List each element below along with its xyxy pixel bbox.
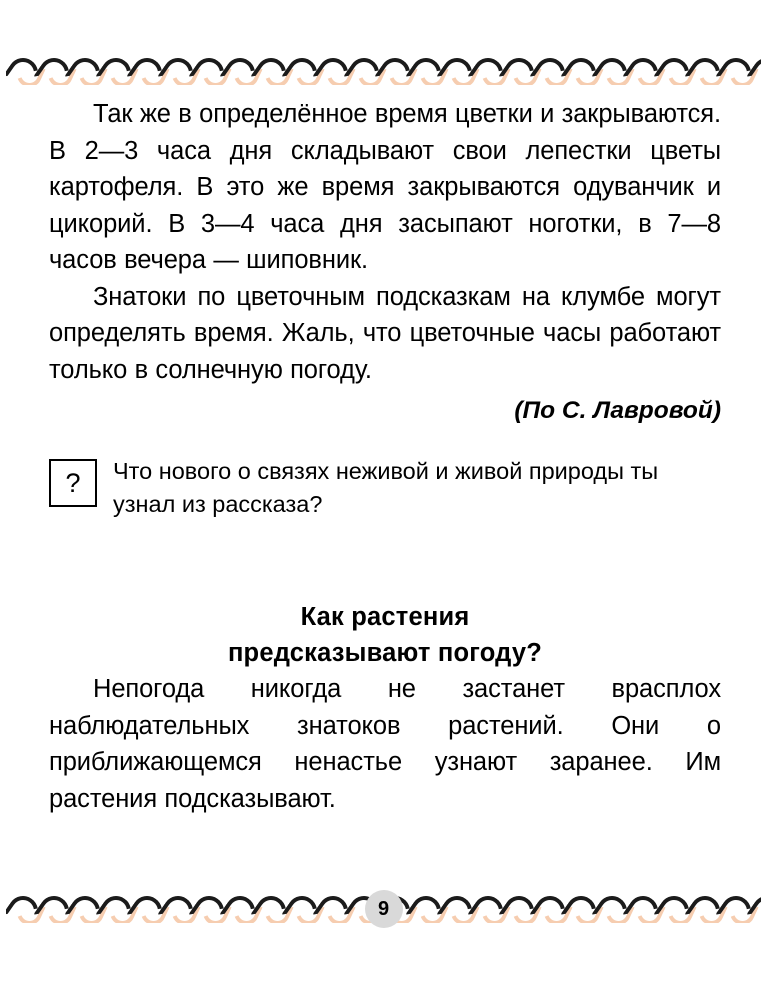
question-mark-icon: ? <box>49 459 97 507</box>
braid-motif-icon <box>347 55 378 85</box>
question-block <box>49 455 721 521</box>
section-heading-line-2: предсказывают погоду? <box>227 639 543 667</box>
top-decorative-border <box>6 55 761 85</box>
braid-motif-icon <box>378 55 409 85</box>
page-number-badge: 9 <box>365 890 403 928</box>
question-text: Что нового о связях неживой и живой природы ты узнал из рассказа? <box>113 458 659 517</box>
braid-motif-icon <box>688 893 719 923</box>
braid-motif-icon <box>285 893 316 923</box>
braid-motif-icon <box>37 55 68 85</box>
braid-motif-icon <box>471 893 502 923</box>
braid-motif-icon <box>68 55 99 85</box>
paragraph-2: Знатоки по цветочным подсказкам на клумбе могут определять время. Жаль, что цветочные часы работают только в солнечную погоду. <box>49 282 721 384</box>
braid-motif-icon <box>6 55 37 85</box>
braid-motif-icon <box>316 893 347 923</box>
page-content <box>49 96 721 817</box>
braid-motif-icon <box>750 55 761 85</box>
braid-motif-icon <box>564 55 595 85</box>
braid-motif-icon <box>502 55 533 85</box>
braid-motif-icon <box>440 893 471 923</box>
braid-motif-icon <box>409 55 440 85</box>
braid-motif-icon <box>130 893 161 923</box>
braid-motif-icon <box>130 55 161 85</box>
section-heading <box>49 599 721 671</box>
braid-motif-icon <box>440 55 471 85</box>
braid-motif-icon <box>533 893 564 923</box>
braid-motif-icon <box>161 55 192 85</box>
braid-motif-icon <box>37 893 68 923</box>
paragraph-1: Так же в определённое время цветки и закрываются. В 2—3 часа дня складывают свои лепестки цветы картофеля. В это же время закрываются одуванчик и цикорий. В 3—4 часа дня засыпают ноготки, в 7—8 часов вечера — шиповник. <box>49 100 722 274</box>
braid-motif-icon <box>68 893 99 923</box>
braid-motif-icon <box>409 893 440 923</box>
braid-motif-icon <box>688 55 719 85</box>
attribution-line: (По С. Лавровой) <box>514 397 721 424</box>
braid-motif-icon <box>254 55 285 85</box>
braid-motif-icon <box>99 55 130 85</box>
braid-motif-icon <box>719 55 750 85</box>
braid-motif-icon <box>161 893 192 923</box>
braid-motif-icon <box>657 55 688 85</box>
braid-motif-icon <box>533 55 564 85</box>
braid-motif-icon <box>6 893 37 923</box>
braid-motif-icon <box>750 893 761 923</box>
braid-motif-icon <box>223 893 254 923</box>
braid-motif-icon <box>719 893 750 923</box>
braid-motif-icon <box>564 893 595 923</box>
braid-motif-icon <box>285 55 316 85</box>
braid-motif-icon <box>223 55 254 85</box>
braid-motif-icon <box>254 893 285 923</box>
braid-motif-icon <box>502 893 533 923</box>
section-heading-line-1: Как растения <box>300 603 470 631</box>
braid-motif-icon <box>471 55 502 85</box>
braid-motif-icon <box>657 893 688 923</box>
braid-motif-icon <box>595 55 626 85</box>
braid-motif-icon <box>99 893 130 923</box>
braid-motif-icon <box>192 893 223 923</box>
braid-motif-icon <box>626 55 657 85</box>
section-paragraph: Непогода никогда не застанет врасплох наблюдательных знатоков растений. Они о приближающемся ненастье узнают заранее. Им растения подсказывают. <box>49 675 721 813</box>
braid-motif-icon <box>316 55 347 85</box>
braid-motif-icon <box>192 55 223 85</box>
braid-motif-icon <box>626 893 657 923</box>
braid-motif-icon <box>595 893 626 923</box>
